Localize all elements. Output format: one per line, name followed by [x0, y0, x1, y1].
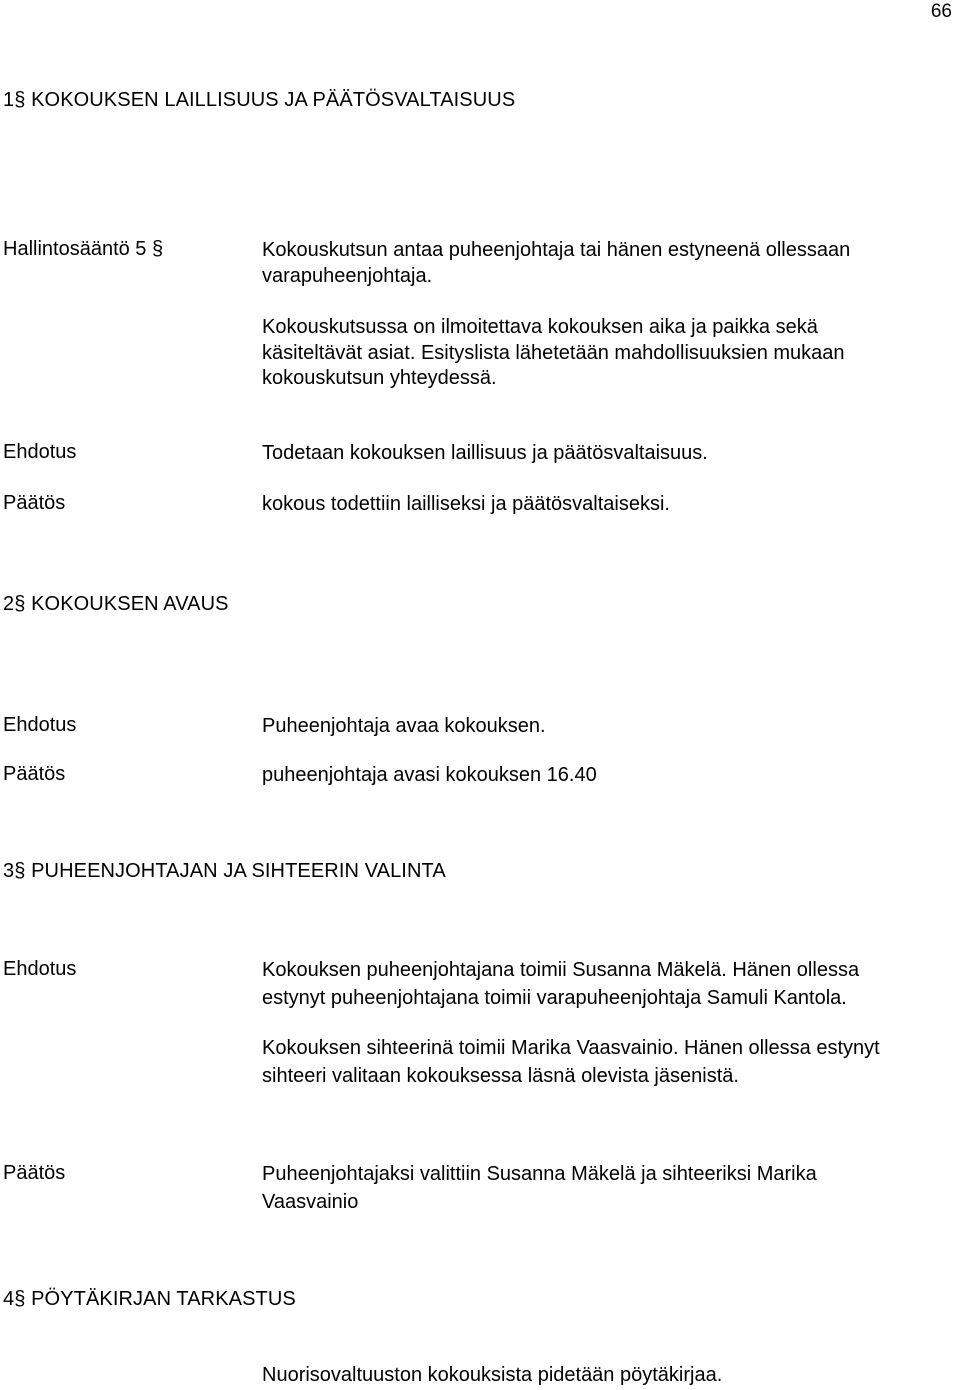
decision-label: Päätös — [3, 763, 66, 785]
decision-text-line: Vaasvainio — [262, 1191, 359, 1213]
reference-text-line: varapuheenjohtaja. — [262, 265, 433, 287]
proposal-label: Ehdotus — [3, 441, 77, 463]
proposal-label: Ehdotus — [3, 958, 77, 980]
section-2-heading: 2§ KOKOUKSEN AVAUS — [3, 593, 229, 615]
reference-text-line: Kokouskutsussa on ilmoitettava kokouksen aika ja paikka sekä — [262, 316, 818, 338]
decision-text-line: Puheenjohtajaksi valittiin Susanna Mäkelä ja sihteeriksi Marika — [262, 1163, 817, 1185]
decision-text: kokous todettiin lailliseksi ja päätösvaltaiseksi. — [262, 493, 670, 515]
reference-text-line: Kokouskutsun antaa puheenjohtaja tai hänen estyneenä ollessaan — [262, 239, 851, 261]
decision-label: Päätös — [3, 492, 66, 514]
section-3-heading: 3§ PUHEENJOHTAJAN JA SIHTEERIN VALINTA — [3, 860, 446, 882]
proposal-text-line: Kokouksen puheenjohtajana toimii Susanna Mäkelä. Hänen ollessa — [262, 959, 860, 981]
section-4-text: Nuorisovaltuuston kokouksista pidetään pöytäkirjaa. — [262, 1364, 723, 1386]
reference-text-line: kokouskutsun yhteydessä. — [262, 367, 497, 389]
page-number: 66 — [930, 1, 952, 22]
section-4-heading: 4§ PÖYTÄKIRJAN TARKASTUS — [3, 1288, 296, 1310]
decision-label: Päätös — [3, 1162, 66, 1184]
proposal-text-line: sihteeri valitaan kokouksessa läsnä olevista jäsenistä. — [262, 1065, 739, 1087]
reference-label: Hallintosääntö 5 § — [3, 238, 164, 260]
decision-text: puheenjohtaja avasi kokouksen 16.40 — [262, 764, 597, 786]
reference-text-line: käsiteltävät asiat. Esityslista lähetetään mahdollisuuksien mukaan — [262, 342, 845, 364]
section-1-heading: 1§ KOKOUKSEN LAILLISUUS JA PÄÄTÖSVALTAISUUS — [3, 89, 516, 111]
proposal-text-line: Kokouksen sihteerinä toimii Marika Vaasvainio. Hänen ollessa estynyt — [262, 1037, 880, 1059]
proposal-text: Puheenjohtaja avaa kokouksen. — [262, 715, 546, 737]
proposal-text: Todetaan kokouksen laillisuus ja päätösvaltaisuus. — [262, 442, 708, 464]
proposal-text-line: estynyt puheenjohtajana toimii varapuheenjohtaja Samuli Kantola. — [262, 987, 847, 1009]
proposal-label: Ehdotus — [3, 714, 77, 736]
